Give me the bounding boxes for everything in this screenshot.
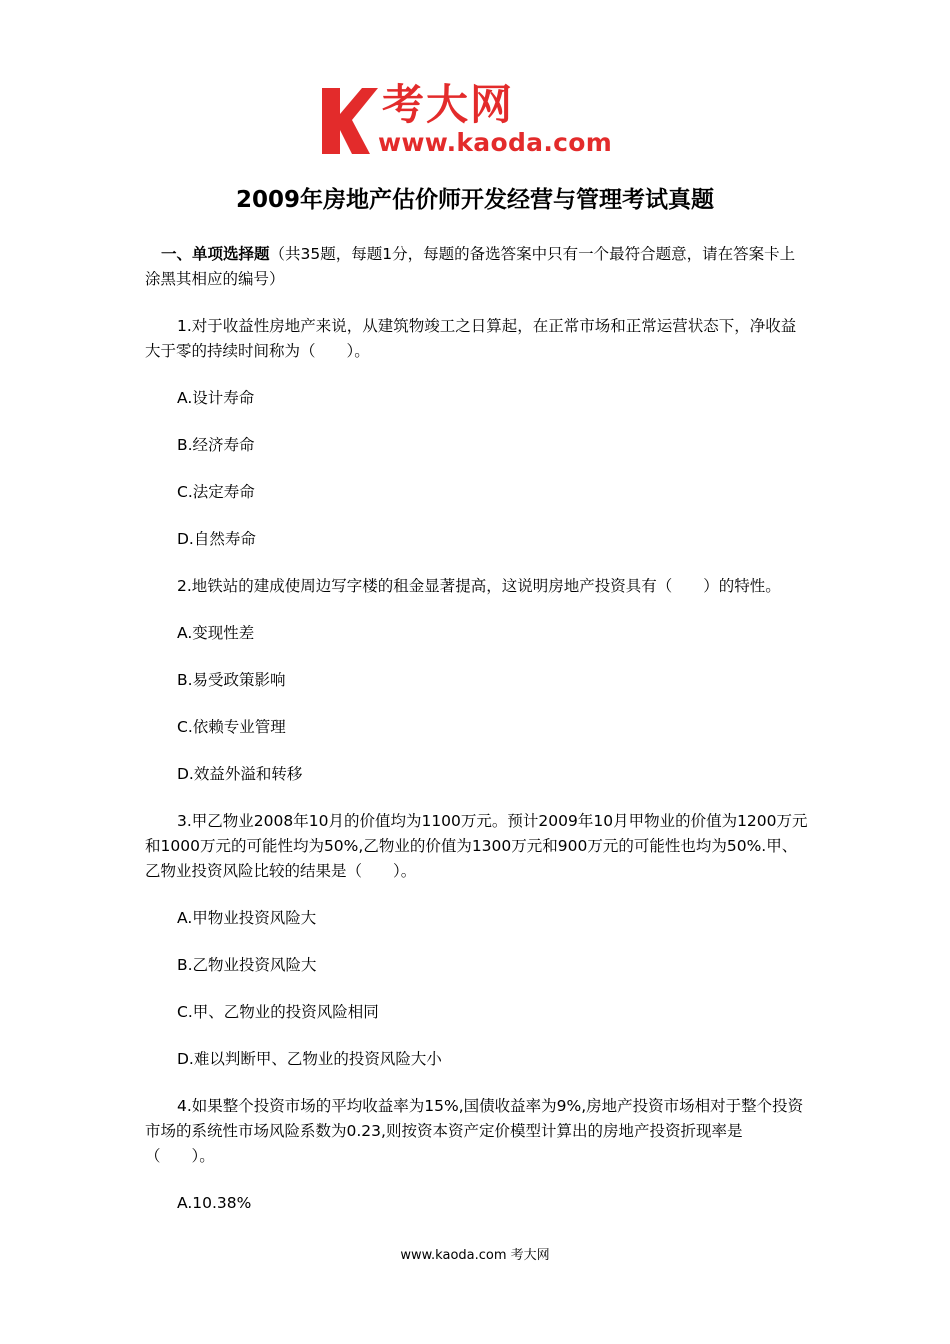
section-note: （共35题，每题1分，每题的备选答案中只有一个最符合题意，请在答案卡上涂黑其相应的编号） [145,245,796,288]
question-4-option-a: A.10.38% [177,1194,252,1212]
question-1-option-a: A.设计寿命 [177,389,255,407]
question-1: 1.对于收益性房地产来说，从建筑物竣工之日算起，在正常市场和正常运营状态下，净收益大于零的持续时间称为（ ）。 [145,317,797,360]
section-title: 一、单项选择题 [161,245,270,263]
question-2-option-a: A.变现性差 [177,624,255,642]
logo-k-icon [318,80,378,158]
question-1-option-c: C.法定寿命 [177,483,255,501]
question-4: 4.如果整个投资市场的平均收益率为15%,国债收益率为9%,房地产投资市场相对于整个投资市场的系统性市场风险系数为0.23,则按资本资产定价模型计算出的房地产投资折现率是（ ）。 [145,1097,804,1165]
page-footer: www.kaoda.com 考大网 [400,1248,550,1263]
kaoda-logo [318,80,638,160]
question-3: 3.甲乙物业2008年10月的价值均为1100万元。预计2009年10月甲物业的价值为1200万元和1000万元的可能性均为50%,乙物业的价值为1300万元和900万元的可能性也均为50%.甲、乙物业投资风险比较的结果是（ ）。 [145,812,808,880]
logo-brand-url: www.kaoda.com [378,128,613,157]
question-3-option-b: B.乙物业投资风险大 [177,956,317,974]
question-2-option-b: B.易受政策影响 [177,671,286,689]
question-2: 2.地铁站的建成使周边写字楼的租金显著提高，这说明房地产投资具有（ ）的特性。 [177,577,781,595]
question-3-option-a: A.甲物业投资风险大 [177,909,317,927]
question-3-option-d: D.难以判断甲、乙物业的投资风险大小 [177,1050,442,1068]
document-body [145,242,810,1238]
page-title: 2009年房地产估价师开发经营与管理考试真题 [235,187,714,213]
question-1-option-b: B.经济寿命 [177,436,255,454]
question-1-option-d: D.自然寿命 [177,530,256,548]
question-2-option-c: C.依赖专业管理 [177,718,286,736]
question-2-option-d: D.效益外溢和转移 [177,765,303,783]
logo-brand-cn: 考大网 [382,80,515,129]
question-3-option-c: C.甲、乙物业的投资风险相同 [177,1003,379,1021]
section-heading [145,242,810,292]
